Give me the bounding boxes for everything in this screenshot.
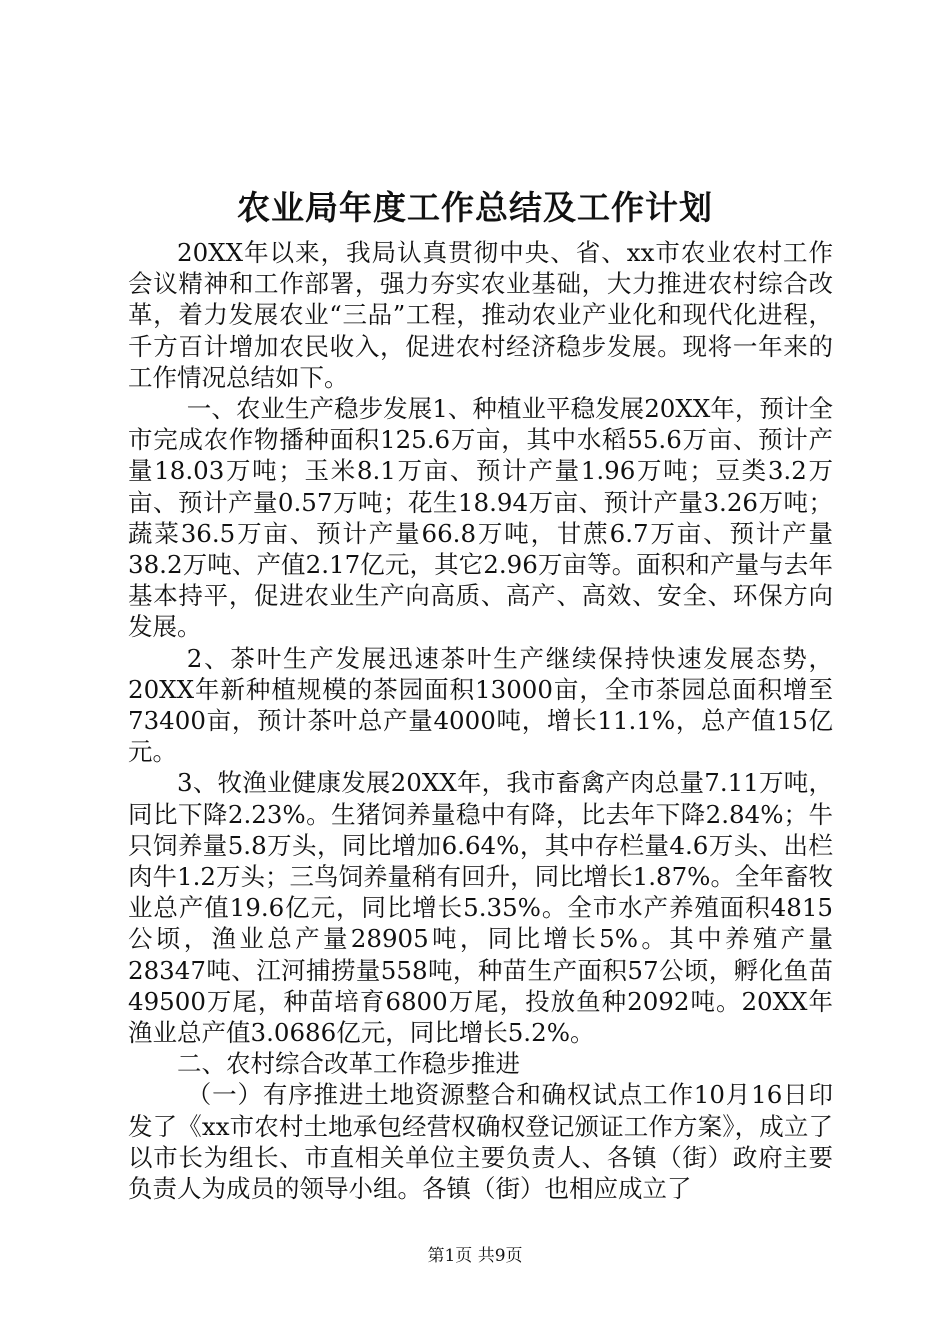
paragraph-section-2-heading: 二、农村综合改革工作稳步推进 <box>177 1049 520 1079</box>
paragraph-tea-production: 2、茶叶生产发展迅速茶叶生产继续保持快速发展态势，20XX年新种植规模的茶园面积13000亩，全市茶园总面积增至73400亩，预计茶叶总产量4000吨，增长11.1%，总产值15亿元。 <box>128 643 833 767</box>
document-body <box>128 237 833 1204</box>
paragraph-intro: 20XX年以来，我局认真贯彻中央、省、xx市农业农村工作会议精神和工作部署，强力夯实农业基础，大力推进农村综合改革，着力发展农业“三品”工程，推动农业产业化和现代化进程，千方百计增加农民收入，促进农村经济稳步发展。现将一年来的工作情况总结如下。 <box>128 238 833 392</box>
paragraph-section-1: 一、农业生产稳步发展1、种植业平稳发展20XX年，预计全市完成农作物播种面积125.6万亩，其中水稻55.6万亩、预计产量18.03万吨；玉米8.1万亩、预计产量1.96万吨；豆类3.2万亩、预计产量0.57万吨；花生18.94万亩、预计产量3.26万吨；蔬菜36.5万亩、预计产量66.8万吨，甘蔗6.7万亩、预计产量38.2万吨、产值2.17亿元，其它2.96万亩等。面积和产量与去年基本持平，促进农业生产向高质、高产、高效、安全、环保方向发展。 <box>128 394 833 642</box>
document-title: 农业局年度工作总结及工作计划 <box>237 188 713 227</box>
paragraph-livestock-fishery: 3、牧渔业健康发展20XX年，我市畜禽产肉总量7.11万吨，同比下降2.23%。生猪饲养量稳中有降，比去年下降2.84%；牛只饲养量5.8万头，同比增加6.64%，其中存栏量4.6万头、出栏肉牛1.2万头；三鸟饲养量稍有回升，同比增长1.87%。全年畜牧业总产值19.6亿元，同比增长5.35%。全市水产养殖面积4815公顷，渔业总产量28905吨，同比增长5%。其中养殖产量28347吨、江河捕捞量558吨，种苗生产面积57公顷，孵化鱼苗49500万尾，种苗培育6800万尾，投放鱼种2092吨。20XX年渔业总产值3.0686亿元，同比增长5.2%。 <box>128 768 833 1048</box>
paragraph-land-rights: （一）有序推进土地资源整合和确权试点工作10月16日印发了《xx市农村土地承包经营权确权登记颁证工作方案》，成立了以市长为组长、市直相关单位主要负责人、各镇（街）政府主要负责人为成员的领导小组。各镇（街）也相应成立了 <box>128 1080 833 1204</box>
page-footer: 第1页 共9页 <box>427 1246 523 1266</box>
